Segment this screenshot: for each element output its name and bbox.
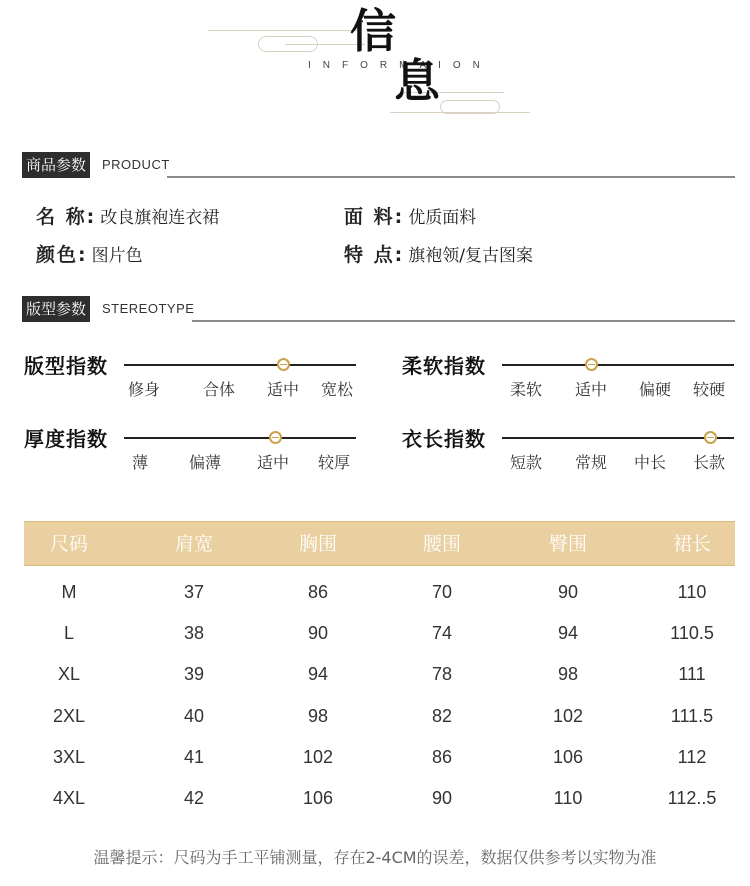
measurement-note: 温馨提示：尺码为手工平铺测量，存在2-4CM的误差，数据仅供参考以实物为准 (93, 848, 657, 867)
header-char-2: 息 (394, 54, 440, 108)
info-value: 图片色 (91, 246, 143, 266)
table-row (24, 654, 735, 695)
table-cell: 110 (553, 787, 583, 808)
table-cell: 86 (307, 582, 329, 602)
info-value: 旗袍领/复古图案 (408, 246, 533, 266)
index-label: 修身 (128, 380, 161, 399)
table-cell: 39 (183, 664, 205, 685)
section-product (22, 152, 735, 178)
index-label: 中长 (634, 453, 667, 472)
section-rule (192, 320, 735, 322)
header (0, 0, 750, 125)
index-softness (402, 350, 742, 410)
index-label: 长款 (693, 453, 726, 472)
header-char-1: 信 (350, 4, 396, 58)
table-cell: 3XL (52, 746, 86, 767)
table-cell: 90 (431, 787, 453, 808)
column-header: 尺码 (49, 533, 88, 555)
table-cell: XL (57, 664, 81, 685)
table-cell: 37 (183, 582, 205, 602)
index-label: 宽松 (321, 380, 354, 399)
table-cell: 102 (302, 746, 334, 767)
table-cell: 112 (677, 746, 707, 767)
table-cell: 94 (307, 664, 329, 685)
info-name (36, 202, 219, 229)
info-value: 改良旗袍连衣裙 (100, 208, 220, 228)
column-header: 胸围 (298, 533, 337, 555)
index-fit (24, 350, 364, 410)
index-label: 偏硬 (639, 380, 672, 399)
table-cell: 106 (552, 746, 584, 767)
index-label: 柔软 (510, 380, 543, 399)
index-label: 合体 (203, 380, 236, 399)
index-title: 厚度指数 (24, 427, 108, 451)
table-cell: 82 (431, 705, 453, 726)
table-cell: 4XL (52, 787, 86, 808)
section-en-label: STEREOTYPE (102, 301, 195, 316)
table-row (24, 572, 735, 613)
index-marker (277, 358, 290, 371)
table-row (24, 778, 735, 819)
index-label: 薄 (132, 453, 149, 472)
index-track (502, 364, 734, 366)
index-label: 适中 (257, 453, 290, 472)
index-title: 衣长指数 (402, 427, 486, 451)
section-tag: 商品参数 (22, 152, 90, 178)
index-label: 偏薄 (189, 453, 222, 472)
index-label: 较硬 (693, 380, 726, 399)
table-cell: 94 (557, 623, 579, 644)
info-key: 名 称: (36, 206, 97, 228)
table-cell: 111.5 (670, 705, 714, 726)
section-en-label: PRODUCT (102, 157, 170, 172)
table-cell: 98 (557, 664, 579, 685)
table-cell: 102 (552, 705, 584, 726)
index-track (124, 364, 356, 366)
table-cell: 98 (307, 705, 329, 726)
column-header: 肩宽 (174, 533, 213, 555)
index-thickness (24, 423, 364, 483)
info-value: 优质面料 (408, 208, 477, 228)
index-label: 适中 (267, 380, 300, 399)
size-table (24, 521, 735, 819)
index-marker (269, 431, 282, 444)
section-rule (167, 176, 735, 178)
table-cell: 106 (302, 787, 334, 808)
index-marker (585, 358, 598, 371)
index-track (124, 437, 356, 439)
index-length (402, 423, 742, 483)
info-color (36, 240, 143, 267)
column-header: 裙长 (672, 533, 711, 555)
info-key: 面 料: (344, 206, 405, 228)
index-label: 较厚 (318, 453, 351, 472)
table-cell: 2XL (52, 705, 86, 726)
table-cell: L (63, 623, 74, 644)
table-cell: 40 (183, 705, 205, 726)
index-label: 短款 (510, 453, 543, 472)
index-track (502, 437, 734, 439)
table-cell: 86 (431, 746, 453, 767)
table-row (24, 696, 735, 737)
table-row (24, 737, 735, 778)
decorative-line (390, 112, 530, 113)
section-stereotype (22, 296, 735, 322)
info-fabric (344, 202, 476, 229)
table-header (24, 521, 735, 566)
column-header: 臀围 (548, 533, 587, 555)
table-cell: 90 (557, 582, 579, 602)
table-cell: 111 (678, 664, 706, 685)
header-subtitle: INFORMAION (308, 60, 492, 71)
info-key: 颜色: (36, 244, 88, 266)
table-cell: 74 (431, 623, 453, 644)
info-key: 特 点: (344, 244, 405, 266)
column-header: 腰围 (422, 533, 461, 555)
section-tag: 版型参数 (22, 296, 90, 322)
index-label: 适中 (575, 380, 608, 399)
table-cell: 41 (183, 746, 205, 767)
table-cell: 38 (183, 623, 205, 644)
table-cell: 70 (431, 582, 453, 602)
table-cell: 90 (307, 623, 329, 644)
index-title: 柔软指数 (402, 354, 486, 378)
index-title: 版型指数 (24, 354, 108, 378)
info-feature (344, 240, 533, 267)
index-marker (704, 431, 717, 444)
decorative-line (208, 30, 358, 31)
table-cell: M (61, 582, 77, 602)
table-cell: 110 (677, 582, 707, 602)
table-cell: 112..5 (667, 787, 717, 808)
table-row (24, 613, 735, 654)
table-cell: 42 (183, 787, 205, 808)
table-cell: 110.5 (670, 623, 714, 644)
table-cell: 78 (431, 664, 453, 685)
index-label: 常规 (575, 453, 608, 472)
